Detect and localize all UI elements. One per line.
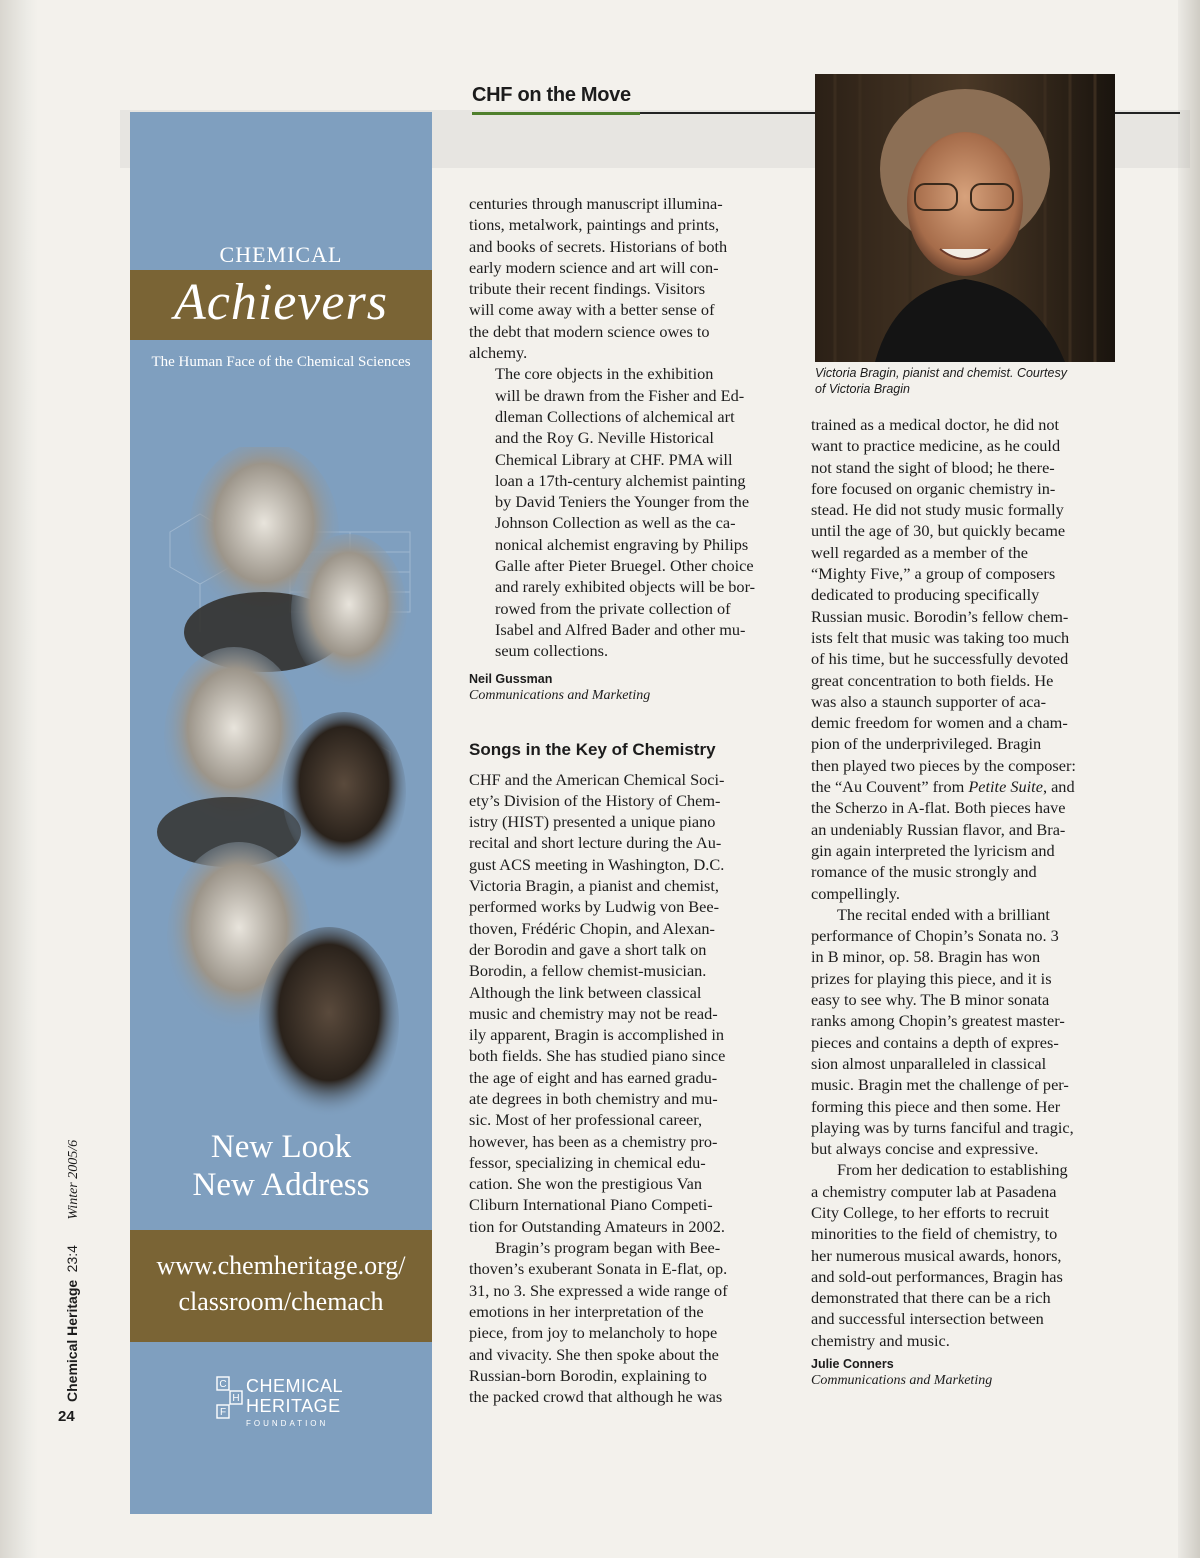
logo-letter: F — [219, 1407, 227, 1418]
paragraph — [469, 193, 781, 363]
logo-letter: C — [219, 1379, 227, 1390]
text-line: romance of the music strongly and — [811, 862, 1037, 882]
text-line: minorities to the field of chemistry, to — [811, 1224, 1058, 1244]
portrait-4 — [282, 712, 406, 872]
text-line: will be drawn from the Fisher and Ed- — [495, 385, 745, 405]
text-line: great concentration to both fields. He — [811, 670, 1054, 690]
text-line: demic freedom for women and a cham- — [811, 713, 1068, 733]
text-line: der Borodin and gave a short talk on — [469, 939, 707, 959]
journal-name: Chemical Heritage — [64, 1279, 80, 1402]
chemist-portraits-collage — [154, 447, 414, 1117]
text-line: nonical alchemist engraving by Philips — [495, 534, 749, 554]
text-line: a chemistry computer lab at Pasadena — [811, 1181, 1057, 1201]
text-line: cation. She won the prestigious Van — [469, 1174, 703, 1194]
text-line: The recital ended with a brilliant — [837, 904, 1050, 924]
header-rule-accent — [472, 112, 640, 115]
text-line: piece, from joy to melancholy to hope — [469, 1323, 718, 1343]
paragraph — [811, 414, 1123, 776]
paragraph — [469, 363, 781, 661]
page-number: 24 — [58, 1408, 75, 1425]
photo-caption — [815, 365, 1125, 397]
text-line: ily apparent, Bragin is accomplished in — [469, 1025, 725, 1045]
text-line: seum collections. — [495, 641, 609, 661]
text-line: and vivacity. She then spoke about the — [469, 1344, 719, 1364]
text-line: was also a staunch supporter of aca- — [811, 691, 1047, 711]
caption-line: of Victoria Bragin — [815, 382, 910, 396]
text-line: Russian-born Borodin, explaining to — [469, 1365, 707, 1385]
text-line: thoven, Frédéric Chopin, and Alexan- — [469, 918, 715, 938]
text-line: Isabel and Alfred Bader and other mu- — [495, 619, 746, 639]
chf-logo-icon — [216, 1376, 244, 1420]
logo-letter: H — [232, 1393, 240, 1404]
text-line: sic. Most of her professional career, — [469, 1110, 703, 1130]
ad-new-look-line: New Look — [210, 1129, 352, 1165]
text-line: pion of the underprivileged. Bragin — [811, 734, 1042, 754]
text-line: the age of eight and has earned gradu- — [469, 1067, 718, 1087]
journal-issue: 23:4 — [64, 1245, 80, 1273]
text-line: both fields. She has studied piano since — [469, 1046, 726, 1066]
byline-department: Communications and Marketing — [811, 1373, 993, 1389]
text-line: Borodin, a fellow chemist-musician. — [469, 961, 707, 981]
text-line: forming this piece and then some. Her — [811, 1096, 1061, 1116]
text-line: fessor, specializing in chemical edu- — [469, 1152, 706, 1172]
paragraph — [811, 776, 1123, 797]
text-line: then played two pieces by the composer: — [811, 755, 1076, 775]
text-line: playing was by turns fanciful and tragic, — [811, 1117, 1074, 1137]
article-title: Songs in the Key of Chemistry — [469, 739, 716, 759]
text-line: until the age of 30, but quickly became — [811, 521, 1066, 541]
section-header: CHF on the Move — [472, 84, 631, 106]
ad-url-line: classroom/chemach — [178, 1287, 384, 1316]
text-line: the Scherzo in A-flat. Both pieces have — [811, 798, 1066, 818]
text-line: loan a 17th-century alchemist painting — [495, 470, 746, 490]
portrait-photo — [815, 74, 1115, 362]
text-line: thoven’s exuberant Sonata in E-flat, op. — [469, 1259, 728, 1279]
text-line: the debt that modern science owes to — [469, 321, 710, 341]
text-line: recital and short lecture during the Au- — [469, 833, 722, 853]
chemical-achievers-ad — [130, 112, 432, 1514]
ad-kicker: CHEMICAL — [219, 242, 343, 267]
text-line: dleman Collections of alchemical art — [495, 406, 735, 426]
text-line: performed works by Ludwig von Bee- — [469, 897, 720, 917]
page-edge — [1178, 0, 1200, 1558]
text-line: prizes for playing this piece, and it is — [811, 968, 1052, 988]
text-line: music. Bragin met the challenge of per- — [811, 1075, 1069, 1095]
header-rule-right — [1114, 112, 1180, 114]
text-line: tribute their recent findings. Visitors — [469, 279, 706, 299]
text-line: early modern science and art will con- — [469, 257, 719, 277]
text-line: CHF and the American Chemical Soci- — [469, 769, 725, 789]
text-line: dedicated to producing specifically — [811, 585, 1040, 605]
portrait-2 — [291, 534, 407, 690]
text-line: of his time, but he successfully devoted — [811, 649, 1069, 669]
byline-author: Neil Gussman — [469, 671, 553, 686]
chf-logo-wordmark — [246, 1376, 343, 1428]
chf-logo — [216, 1376, 356, 1436]
text-line: Galle after Pieter Bruegel. Other choice — [495, 556, 754, 576]
text-line: The core objects in the exhibition — [495, 364, 714, 384]
text-line: easy to see why. The B minor sonata — [811, 990, 1050, 1010]
journal-date: Winter 2005/6 — [66, 1139, 81, 1220]
ad-title: Achievers — [173, 274, 388, 331]
text-line: centuries through manuscript illumina- — [469, 194, 723, 213]
text-line: not stand the sight of blood; he there- — [811, 457, 1055, 477]
text-line: Russian music. Borodin’s fellow chem- — [811, 606, 1069, 626]
text-line: will come away with a better sense of — [469, 300, 715, 320]
page-gutter — [0, 0, 38, 1558]
text-line: City College, to her efforts to recruit — [811, 1202, 1049, 1222]
text-line: and books of secrets. Historians of both — [469, 236, 728, 256]
text-line: istry (HIST) presented a unique piano — [469, 812, 716, 832]
text-line: tion for Outstanding Amateurs in 2002. — [469, 1216, 725, 1236]
text-line: fore focused on organic chemistry in- — [811, 478, 1056, 498]
photo-victoria-bragin — [815, 74, 1115, 362]
ad-subtitle: The Human Face of the Chemical Sciences — [151, 354, 411, 370]
text-line: and sold-out performances, Bragin has — [811, 1266, 1063, 1286]
ad-new-look — [130, 1128, 432, 1204]
ad-new-look-line: New Address — [192, 1167, 370, 1203]
logo-line: FOUNDATION — [246, 1419, 329, 1428]
text-line: Although the link between classical — [469, 982, 702, 1002]
article-column-middle — [469, 193, 781, 1407]
text-line: Victoria Bragin, a pianist and chemist, — [469, 876, 719, 896]
text-line: gin again interpreted the lyricism and — [811, 840, 1055, 860]
text-line: demonstrated that there can be a rich — [811, 1288, 1051, 1308]
paragraph — [469, 1237, 781, 1407]
text-line: rowed from the private collection of — [495, 598, 731, 618]
text-line: tions, metalwork, paintings and prints, — [469, 215, 720, 235]
ad-url-line: www.chemheritage.org/ — [156, 1251, 406, 1280]
text-line: well regarded as a member of the — [811, 542, 1028, 562]
text-line: by David Teniers the Younger from the — [495, 492, 750, 512]
work-title: Petite Suite — [968, 777, 1043, 797]
text-line: alchemy. — [469, 343, 528, 363]
text-line: an undeniably Russian flavor, and Bra- — [811, 819, 1066, 839]
text-line: 31, no 3. She expressed a wide range of — [469, 1280, 728, 1300]
text-line: sion almost unparalleled in classical — [811, 1053, 1047, 1073]
text-line: Johnson Collection as well as the ca- — [495, 513, 736, 533]
paragraph — [811, 904, 1123, 1160]
text-line: the packed crowd that although he was — [469, 1387, 723, 1407]
text-line: ranks among Chopin’s greatest master- — [811, 1011, 1065, 1031]
text-line: trained as a medical doctor, he did not — [811, 415, 1060, 434]
text-line: performance of Chopin’s Sonata no. 3 — [811, 926, 1059, 946]
text-line: and rarely exhibited objects will be bor- — [495, 577, 756, 597]
text-line: compellingly. — [811, 883, 900, 903]
text-line: Cliburn International Piano Competi- — [469, 1195, 713, 1215]
text-line: her numerous musical awards, honors, — [811, 1245, 1062, 1265]
byline-department: Communications and Marketing — [469, 687, 651, 703]
logo-line: HERITAGE — [246, 1396, 341, 1416]
article-column-right — [811, 414, 1123, 1390]
text-line: ists felt that music was taking too much — [811, 627, 1070, 647]
text-line: want to practice medicine, as he could — [811, 436, 1061, 456]
text-line: ate degrees in both chemistry and mu- — [469, 1088, 718, 1108]
text-line: pieces and contains a depth of expres- — [811, 1032, 1059, 1052]
ad-title-band — [130, 270, 432, 340]
paragraph — [811, 1159, 1123, 1351]
text-line: and successful intersection between — [811, 1309, 1044, 1329]
text-line: music and chemistry may not be read- — [469, 1003, 718, 1023]
text-line: ety’s Division of the History of Chem- — [469, 790, 721, 810]
text-line: the “Au Couvent” from Petite Suite, and — [811, 777, 1075, 797]
byline-author: Julie Conners — [811, 1357, 894, 1372]
text-line: but always concise and expressive. — [811, 1139, 1039, 1159]
text-line: gust ACS meeting in Washington, D.C. — [469, 854, 725, 874]
logo-line: CHEMICAL — [246, 1376, 344, 1396]
text-line: Bragin’s program began with Bee- — [495, 1238, 721, 1258]
text-line: “Mighty Five,” a group of composers — [811, 564, 1056, 584]
text-line: stead. He did not study music formally — [811, 500, 1064, 520]
text-line: From her dedication to establishing — [837, 1160, 1068, 1180]
ad-masthead — [130, 242, 432, 371]
text-line: emotions in her interpretation of the — [469, 1301, 704, 1321]
paragraph — [811, 797, 1123, 903]
text-line: however, has been as a chemistry pro- — [469, 1131, 718, 1151]
running-footer — [64, 1140, 82, 1402]
header-rule — [640, 112, 820, 114]
portrait-6 — [259, 927, 399, 1117]
ad-url[interactable] — [130, 1230, 432, 1342]
text-line: and the Roy G. Neville Historical — [495, 428, 714, 448]
paragraph — [469, 769, 781, 1238]
caption-line: Victoria Bragin, pianist and chemist. Courtesy — [815, 366, 1067, 380]
text-line: chemistry and music. — [811, 1330, 950, 1350]
text-line: in B minor, op. 58. Bragin has won — [811, 947, 1041, 967]
text-line: Chemical Library at CHF. PMA will — [495, 449, 733, 469]
